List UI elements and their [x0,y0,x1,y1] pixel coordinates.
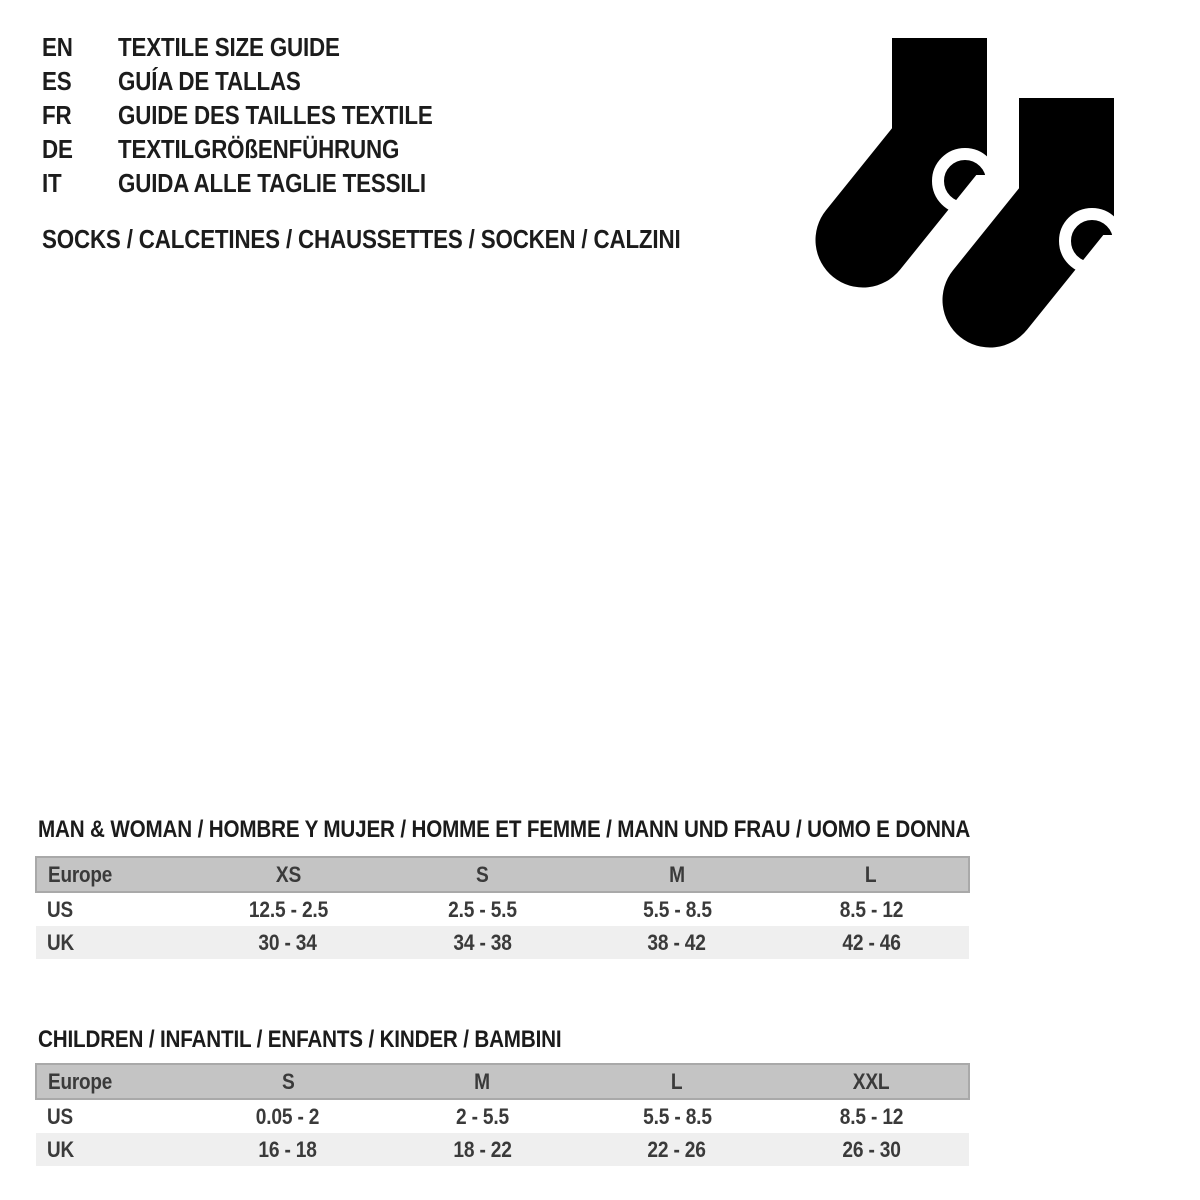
column-header: M [385,1064,580,1099]
language-row-fr [42,98,484,132]
language-code: FR [42,99,72,130]
language-row-en [42,30,484,64]
column-header: Europe [36,857,191,892]
table-row-uk [36,1133,969,1166]
table-title-man-woman: MAN & WOMAN / HOMBRE Y MUJER / HOMME ET FEMME / MANN UND FRAU / UOMO E DONNA [38,816,971,843]
size-cell: 16 - 18 [191,1133,385,1166]
size-cell: 42 - 46 [774,926,969,959]
size-table-man-woman [35,856,970,959]
size-cell: 5.5 - 8.5 [642,1103,712,1129]
table-row-uk [36,926,969,959]
row-label: US [47,1103,73,1129]
language-title: GUIDA ALLE TAGLIE TESSILI [118,167,426,198]
column-header: L [774,857,969,892]
language-title: GUÍA DE TALLAS [118,65,301,96]
size-cell: 8.5 - 12 [839,896,904,922]
size-table-children [35,1063,970,1166]
size-cell: 18 - 22 [385,1133,580,1166]
language-title: TEXTILGRÖßENFÜHRUNG [118,133,400,164]
column-header: M [580,857,774,892]
size-cell: 38 - 42 [580,926,774,959]
column-header: Europe [36,1064,191,1099]
language-code: IT [42,167,62,198]
column-header: XXL [774,1064,969,1099]
language-row-de [42,132,484,166]
column-header: L [580,1064,774,1099]
size-cell: 0.05 - 2 [256,1103,320,1129]
language-code: ES [42,65,72,96]
language-code: EN [42,31,73,62]
language-title-list [42,30,484,200]
column-header: XS [191,857,385,892]
size-cell: 22 - 26 [580,1133,774,1166]
table-row-us [36,1099,969,1133]
column-header: S [191,1064,385,1099]
size-cell: 2 - 5.5 [455,1103,510,1129]
size-cell: 8.5 - 12 [839,1103,904,1129]
size-cell: 2.5 - 5.5 [448,896,517,922]
size-cell: 30 - 34 [191,926,385,959]
header-row [36,857,969,892]
table-title-children: CHILDREN / INFANTIL / ENFANTS / KINDER / BAMBINI [38,1026,562,1053]
row-label: UK [36,1133,191,1166]
row-label: UK [36,926,191,959]
size-cell: 5.5 - 8.5 [642,896,712,922]
header-row [36,1064,969,1099]
column-header: S [385,857,580,892]
language-title: GUIDE DES TAILLES TEXTILE [118,99,433,130]
socks-icon [810,25,1130,355]
row-label: US [47,896,73,922]
language-code: DE [42,133,73,164]
language-row-es [42,64,484,98]
size-cell: 26 - 30 [774,1133,969,1166]
table-row-us [36,892,969,926]
language-title: TEXTILE SIZE GUIDE [118,31,340,62]
size-cell: 12.5 - 2.5 [248,896,328,922]
language-row-it [42,166,484,200]
product-category-line: SOCKS / CALCETINES / CHAUSSETTES / SOCKEN / CALZINI [42,224,681,254]
size-cell: 34 - 38 [385,926,580,959]
